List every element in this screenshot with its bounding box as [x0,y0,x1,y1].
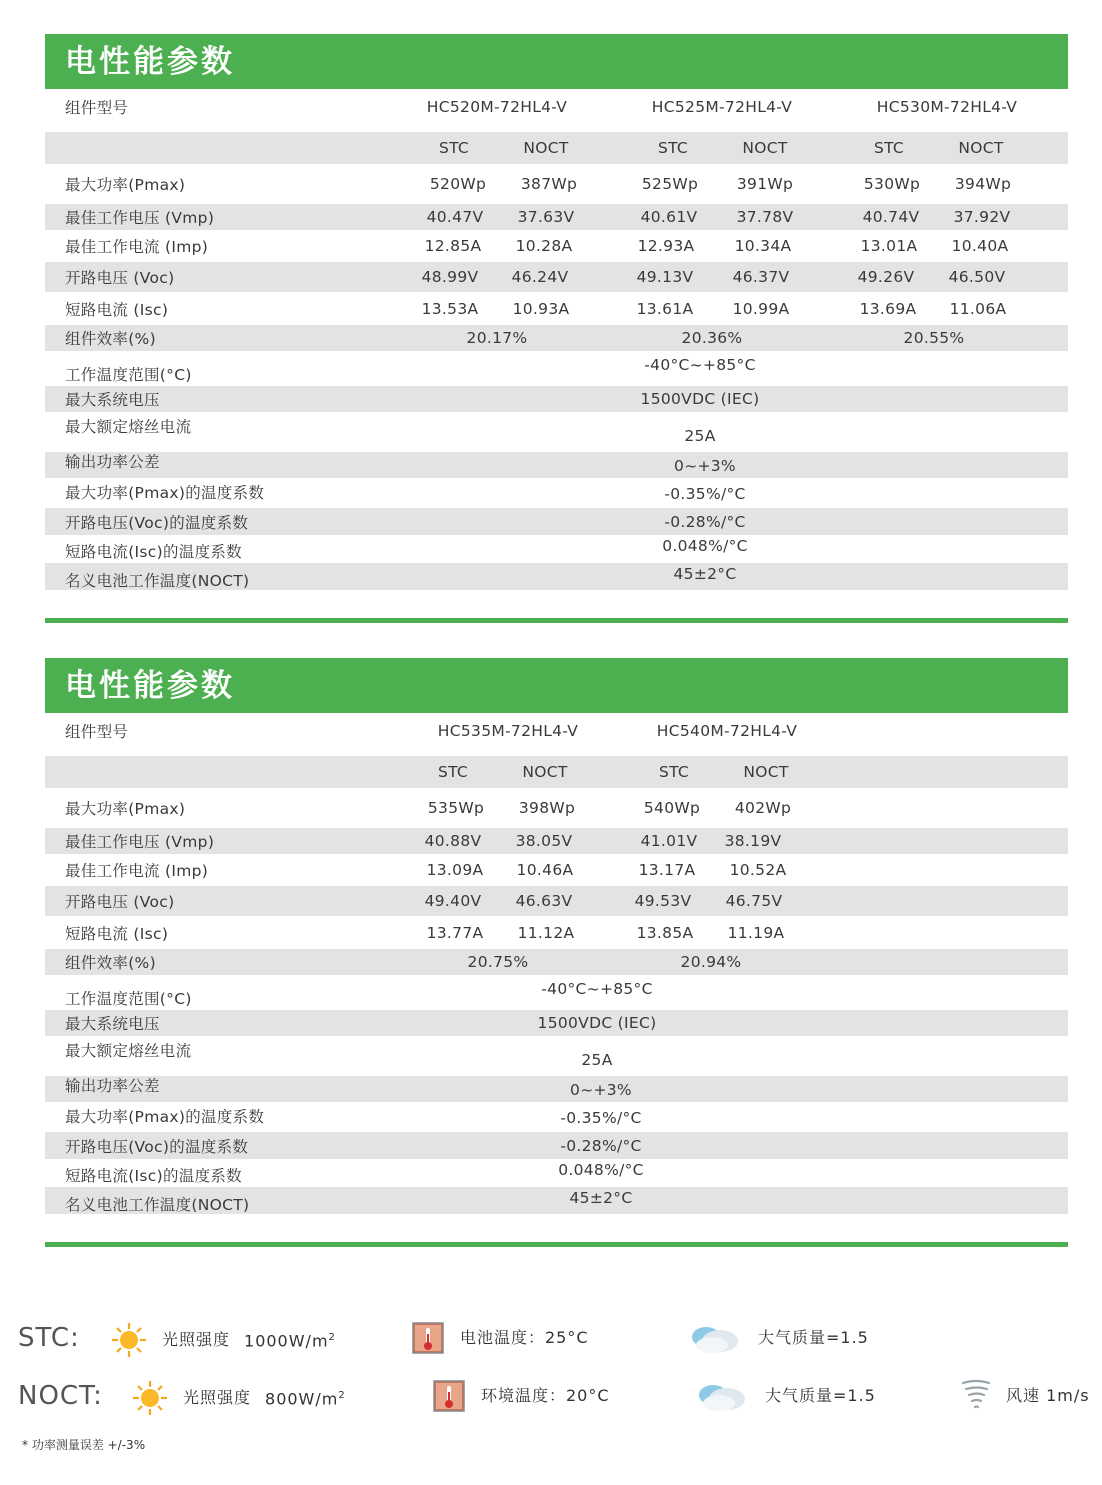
cell-value: 12.85A [424,237,482,255]
cell-value: 398Wp [518,799,576,817]
table-row [45,1132,1068,1159]
table-row [45,1159,1068,1187]
cell-value: 10.46A [516,861,574,879]
cell-value: -0.28%/°C [664,512,746,531]
row-label: 开路电压(Voc)的温度系数 [65,513,249,532]
cell-value: 10.52A [729,861,787,879]
sun-icon [131,1379,169,1417]
row-label: 最大功率(Pmax) [65,800,186,818]
cell-value: 13.01A [860,237,918,255]
table-row [45,828,1068,854]
stc-irradiance [110,1318,336,1361]
model-name: HC540M-72HL4-V [656,722,798,740]
irradiance-label: 光照强度 [183,1387,252,1407]
cell-value: 45±2°C [569,1189,633,1207]
row-label: 最佳工作电流 (Imp) [65,862,209,880]
cell-value: 535Wp [427,799,485,817]
cell-value: 394Wp [954,175,1012,193]
noct-header: NOCT [742,139,788,157]
cell-value: 11.12A [517,923,575,942]
cell-value: 402Wp [734,799,792,817]
wind-label: 风速 1m/s [1006,1386,1090,1405]
row-label: 最大系统电压 [65,1015,160,1033]
row-label: 输出功率公差 [65,453,160,471]
measurement-note: * 功率测量误差 +/-3% [22,1438,146,1452]
cell-value: 20.94% [680,953,742,971]
cell-value: 1500VDC (IEC) [537,1014,657,1032]
row-label: 开路电压 (Voc) [65,893,175,911]
row-label: 最大额定熔丝电流 [65,418,192,436]
table-row [45,230,1068,262]
cell-value: -40°C~+85°C [644,356,756,374]
row-label: 最大额定熔丝电流 [65,1042,192,1060]
model-name: HC520M-72HL4-V [426,98,568,116]
stc-air-mass [686,1318,869,1358]
stc-header: STC [657,139,689,157]
noct-header: NOCT [522,763,568,781]
cell-value: 40.47V [426,208,484,226]
cell-value: -0.35%/°C [560,1109,642,1127]
table-row [45,204,1068,230]
noct-header: NOCT [743,763,789,781]
thermometer-panel-icon [431,1378,467,1414]
cell-value: 25A [684,427,716,445]
cell-value: 48.99V [421,268,479,286]
cell-value: 10.34A [734,237,792,255]
cell-value: 40.88V [424,832,482,850]
table-row [45,478,1068,508]
model-name: HC530M-72HL4-V [876,98,1018,116]
cell-value: 530Wp [863,175,921,193]
table-row [45,1187,1068,1214]
cell-value: 38.05V [515,832,573,850]
cell-value: 49.40V [424,892,482,910]
cell-value: 37.92V [953,208,1011,226]
cell-value: 13.69A [859,299,917,318]
electrical-params-section-1 [45,34,1068,623]
row-label: 最大系统电压 [65,391,160,409]
section-title: 电性能参数 [45,34,1068,89]
table-row [45,1036,1068,1076]
condition-header-row [45,132,1068,164]
noct-header: NOCT [523,139,569,157]
model-label: 组件型号 [65,723,129,741]
cell-value: 540Wp [643,799,701,817]
ambient-temp-label: 环境温度：20°C [481,1386,610,1405]
table-row [45,886,1068,916]
cell-value: 10.99A [732,299,790,318]
irradiance-label: 光照强度 [162,1329,231,1349]
cell-value: 46.63V [515,892,573,910]
table-row [45,386,1068,412]
table-row [45,975,1068,1010]
model-row [45,89,1068,125]
table-row [45,508,1068,535]
cell-value: 12.93A [637,237,695,255]
model-label: 组件型号 [65,99,129,117]
stc-legend-row [0,1318,1102,1358]
cell-value: 46.37V [732,268,790,286]
cell-value: 45±2°C [673,565,737,583]
cell-value: 0.048%/°C [662,537,748,555]
cell-value: 1500VDC (IEC) [640,390,760,408]
cell-value: 46.50V [948,268,1006,286]
cell-value: 11.19A [727,923,785,942]
cell-value: 41.01V [640,832,698,850]
row-label: 最佳工作电流 (Imp) [65,238,209,256]
table-row [45,412,1068,452]
noct-air-mass [693,1376,876,1416]
cell-value: 13.61A [636,299,694,318]
sun-icon [110,1321,148,1359]
noct-legend-title: NOCT: [18,1381,103,1411]
table-row [45,452,1068,478]
cell-value: 10.93A [512,299,570,318]
row-label: 最大功率(Pmax) [65,176,186,194]
table-row [45,164,1068,204]
row-label: 开路电压(Voc)的温度系数 [65,1137,249,1156]
row-label: 短路电流 (Isc) [65,924,169,943]
cell-value: 13.53A [421,299,479,318]
table-row [45,916,1068,949]
cell-value: 387Wp [520,175,578,193]
table-row [45,535,1068,563]
thermometer-panel-icon [410,1320,446,1356]
noct-header: NOCT [958,139,1004,157]
electrical-params-section-2 [45,658,1068,1247]
cell-value: 40.61V [640,208,698,226]
section-divider [45,1242,1068,1247]
cloud-icon [693,1379,751,1413]
cell-value: 37.78V [736,208,794,226]
stc-header: STC [437,763,469,781]
stc-cell-temp [410,1318,589,1358]
cell-value: 49.53V [634,892,692,910]
model-name: HC525M-72HL4-V [651,98,793,116]
row-label: 最大功率(Pmax)的温度系数 [65,484,265,502]
stc-header: STC [438,139,470,157]
row-label: 最大功率(Pmax)的温度系数 [65,1108,265,1126]
table-row [45,325,1068,351]
row-label: 工作温度范围(°C) [65,990,192,1008]
table-row [45,1010,1068,1036]
section-divider [45,618,1068,623]
cell-value: 20.55% [903,329,965,347]
cell-value: 46.75V [725,892,783,910]
row-label: 短路电流(Isc)的温度系数 [65,543,242,561]
irradiance-value: $800W/m^2$ [265,1389,346,1409]
cell-value: 25A [581,1051,613,1069]
section-title: 电性能参数 [45,658,1068,713]
stc-legend-title: STC: [18,1323,80,1353]
row-label: 开路电压 (Voc) [65,269,175,287]
table-row [45,292,1068,325]
cell-value: 49.13V [636,268,694,286]
noct-ambient-temp [431,1376,610,1416]
row-label: 名义电池工作温度(NOCT) [65,1196,250,1214]
air-mass-label: 大气质量=1.5 [758,1328,869,1347]
condition-header-row [45,756,1068,788]
table-row [45,1076,1068,1102]
cell-value: 20.36% [681,329,743,347]
cell-value: 11.06A [949,299,1007,318]
cell-value: -0.28%/°C [560,1136,642,1155]
noct-wind [960,1376,1090,1416]
noct-legend-row [0,1376,1102,1416]
cell-value: 0~+3% [570,1081,632,1099]
row-label: 工作温度范围(°C) [65,366,192,384]
stc-header: STC [873,139,905,157]
air-mass-label: 大气质量=1.5 [765,1386,876,1405]
cell-value: 49.26V [857,268,915,286]
table-row [45,262,1068,292]
cell-value: 46.24V [511,268,569,286]
cell-value: 20.75% [467,953,529,971]
cloud-icon [686,1321,744,1355]
cell-value: 13.09A [426,861,484,879]
row-label: 组件效率(%) [65,954,156,972]
cell-value: -40°C~+85°C [541,980,653,998]
row-label: 名义电池工作温度(NOCT) [65,572,250,590]
table-row [45,351,1068,386]
cell-value: 13.85A [636,923,694,942]
row-label: 输出功率公差 [65,1077,160,1095]
stc-header: STC [658,763,690,781]
table-row [45,854,1068,886]
cell-value: 38.19V [724,832,782,850]
cell-value: 13.17A [638,861,696,879]
cell-value: 13.77A [426,923,484,942]
table-row [45,949,1068,975]
row-label: 最佳工作电压 (Vmp) [65,833,215,851]
row-label: 组件效率(%) [65,330,156,348]
tornado-wind-icon [960,1378,992,1414]
noct-irradiance [131,1376,346,1419]
model-name: HC535M-72HL4-V [437,722,579,740]
cell-value: 0.048%/°C [558,1161,644,1179]
table-row [45,788,1068,828]
cell-value: 40.74V [862,208,920,226]
row-label: 短路电流 (Isc) [65,300,169,319]
cell-value: 20.17% [466,329,528,347]
row-label: 最佳工作电压 (Vmp) [65,209,215,227]
cell-value: 37.63V [517,208,575,226]
cell-temp-label: 电池温度：25°C [460,1328,589,1347]
model-row [45,713,1068,749]
cell-value: 10.28A [515,237,573,255]
cell-value: 391Wp [736,175,794,193]
irradiance-value: $1000W/m^2$ [244,1331,336,1351]
cell-value: -0.35%/°C [664,485,746,503]
row-label: 短路电流(Isc)的温度系数 [65,1167,242,1185]
table-row [45,563,1068,590]
cell-value: 0~+3% [674,457,736,475]
cell-value: 10.40A [951,237,1009,255]
cell-value: 520Wp [429,175,487,193]
cell-value: 525Wp [641,175,699,193]
table-row [45,1102,1068,1132]
